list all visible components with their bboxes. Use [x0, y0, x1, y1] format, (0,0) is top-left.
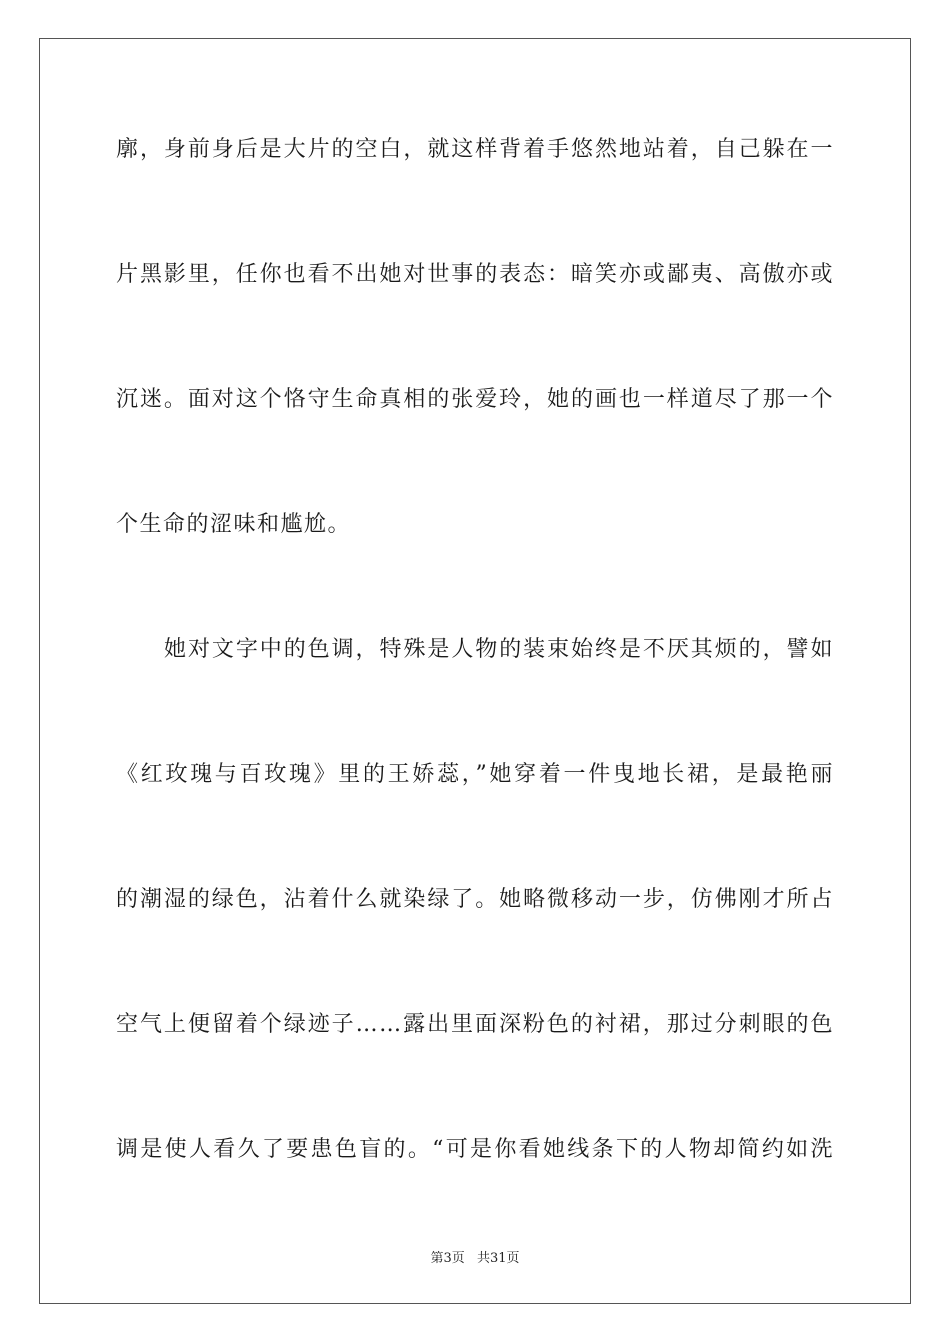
- page-total: 共31页: [476, 1251, 520, 1266]
- page-footer: [0, 1247, 950, 1266]
- text-line-8: 空气上便留着个绿迹子……露出里面深粉色的衬裙，那过分刺眼的色: [116, 1012, 834, 1037]
- text-line-5: 她对文字中的色调，特殊是人物的装束始终是不厌其烦的，譬如: [164, 637, 834, 662]
- text-line-3: 沉迷。面对这个恪守生命真相的张爱玲，她的画也一样道尽了那一个: [116, 387, 834, 412]
- text-line-7: 的潮湿的绿色，沾着什么就染绿了。她略微移动一步，仿佛刚才所占: [116, 887, 834, 912]
- document-body: [116, 126, 834, 1251]
- text-line-6: 《红玫瑰与百玫瑰》里的王娇蕊，”她穿着一件曳地长裙，是最艳丽: [116, 762, 834, 787]
- text-line-1: 廓，身前身后是大片的空白，就这样背着手悠然地站着，自己躲在一: [116, 137, 834, 162]
- text-line-9: 调是使人看久了要患色盲的。“可是你看她线条下的人物却简约如洗: [116, 1137, 834, 1162]
- text-line-4: 个生命的涩味和尴尬。: [116, 512, 352, 537]
- text-line-2: 片黑影里，任你也看不出她对世事的表态：暗笑亦或鄙夷、高傲亦或: [116, 262, 834, 287]
- page-number: 第3页: [430, 1251, 465, 1266]
